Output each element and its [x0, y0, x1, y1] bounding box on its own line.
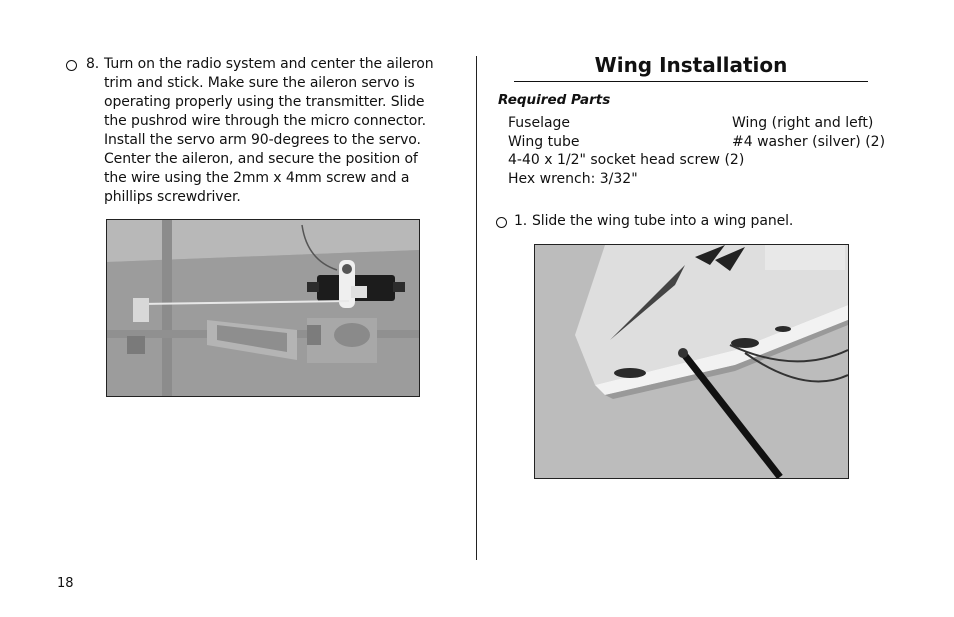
parts-list-col2 [732, 114, 885, 151]
part-fuselage: Fuselage [508, 115, 571, 131]
page-number: 18 [57, 576, 74, 591]
part-hex-wrench: Hex wrench: 3/32" [508, 170, 638, 187]
parts-list-col1 [508, 114, 744, 188]
checkbox-bullet-step-8 [66, 60, 77, 71]
column-divider [476, 56, 477, 560]
step-1-text: Slide the wing tube into a wing panel. [532, 213, 794, 229]
required-parts-label: Required Parts [498, 92, 611, 108]
part-wing-tube: Wing tube [508, 133, 580, 150]
part-socket-head-screw: 4-40 x 1/2" socket head screw (2) [508, 152, 745, 168]
step-8-text: Turn on the radio system and center the aileron trim and stick. Make sure the aileron servo is operating properly using the transmitter. Slide the pushrod wire through the micro connector. Install the servo arm 90-degrees to the servo. Center the aileron, and secure the position of the wire using the 2mm x 4mm screw and a phillips screwdriver. [104, 56, 434, 205]
section-title: Wing Installation [594, 53, 788, 77]
part-washer: #4 washer (silver) (2) [732, 133, 886, 150]
section-title-rule [514, 81, 868, 82]
step-1-number: 1. [514, 213, 528, 229]
checkbox-bullet-step-1 [496, 217, 507, 228]
aileron-servo-photo [106, 219, 420, 397]
step-8-number: 8. [86, 56, 100, 72]
aileron-servo-illustration [107, 220, 419, 396]
part-wing: Wing (right and left) [732, 115, 874, 131]
wing-tube-illustration [535, 245, 848, 478]
wing-tube-photo [534, 244, 849, 479]
